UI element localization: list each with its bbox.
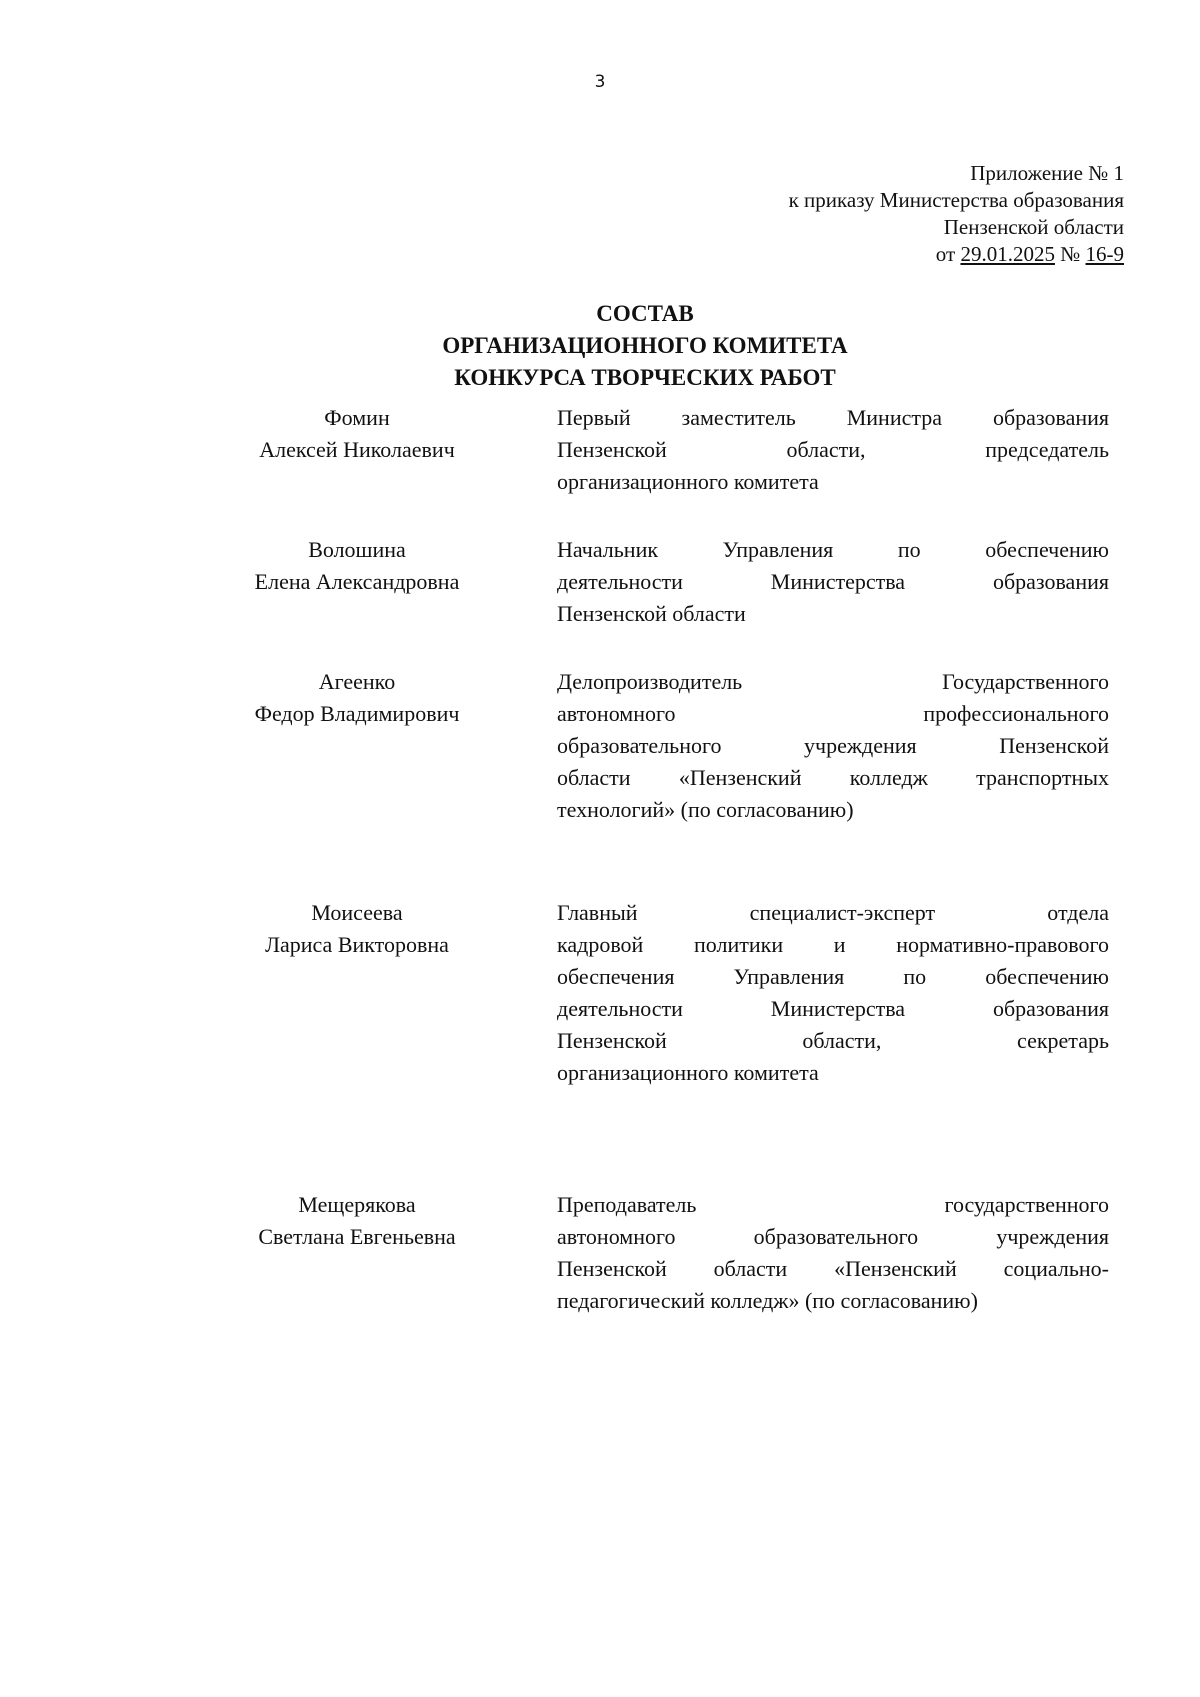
member-role — [557, 1189, 1109, 1317]
role-line: Главный специалист-эксперт отдела — [557, 900, 1109, 925]
member-name — [205, 1189, 509, 1253]
member-role — [557, 897, 1109, 1089]
role-line: автономного профессионального — [557, 701, 1109, 726]
member-surname: Волошина — [308, 537, 406, 562]
role-line: образовательного учреждения Пензенской — [557, 733, 1109, 758]
number-prefix: № — [1054, 242, 1086, 266]
member-role — [557, 666, 1109, 826]
member-given-names: Елена Александровна — [254, 569, 460, 594]
role-line: Пензенской области «Пензенский социально- — [557, 1256, 1109, 1281]
appendix-order-ref: к приказу Министерства образования — [788, 188, 1124, 212]
role-line: обеспечения Управления по обеспечению — [557, 964, 1109, 989]
role-line: Пензенской области, председатель — [557, 437, 1109, 462]
role-line: Пензенской области — [557, 601, 746, 626]
role-line: организационного комитета — [557, 469, 819, 494]
member-given-names: Лариса Викторовна — [265, 932, 449, 957]
role-line: кадровой политики и нормативно-правового — [557, 932, 1109, 957]
role-line: деятельности Министерства образования — [557, 996, 1109, 1021]
member-given-names: Алексей Николаевич — [259, 437, 455, 462]
member-role — [557, 402, 1109, 498]
role-line: деятельности Министерства образования — [557, 569, 1109, 594]
role-line: Пензенской области, секретарь — [557, 1028, 1109, 1053]
role-line: Начальник Управления по обеспечению — [557, 537, 1109, 562]
title-line-2: ОРГАНИЗАЦИОННОГО КОМИТЕТА — [442, 333, 848, 358]
role-line: области «Пензенский колледж транспортных — [557, 765, 1109, 790]
role-line: Первый заместитель Министра образования — [557, 405, 1109, 430]
page-number: 3 — [594, 72, 606, 92]
member-surname: Фомин — [324, 405, 390, 430]
member-name — [205, 897, 509, 961]
member-surname: Мещерякова — [298, 1192, 416, 1217]
document-title — [0, 298, 1200, 394]
appendix-title: Приложение № 1 — [970, 161, 1124, 185]
role-line: организационного комитета — [557, 1060, 819, 1085]
member-given-names: Федор Владимирович — [254, 701, 460, 726]
role-line: технологий» (по согласованию) — [557, 797, 854, 822]
member-surname: Моисеева — [311, 900, 403, 925]
order-date: 29.01.2025 — [960, 242, 1055, 266]
appendix-block — [789, 160, 1124, 268]
member-role — [557, 534, 1109, 630]
member-name — [205, 666, 509, 730]
member-name — [205, 402, 509, 466]
member-given-names: Светлана Евгеньевна — [258, 1224, 456, 1249]
appendix-region: Пензенской области — [943, 215, 1124, 239]
member-surname: Агеенко — [318, 669, 396, 694]
appendix-date-line — [789, 241, 1124, 268]
role-line: Преподаватель государственного — [557, 1192, 1109, 1217]
role-line: автономного образовательного учреждения — [557, 1224, 1109, 1249]
title-line-1: СОСТАВ — [596, 301, 694, 326]
member-name — [205, 534, 509, 598]
order-number: 16-9 — [1085, 242, 1124, 266]
title-line-3: КОНКУРСА ТВОРЧЕСКИХ РАБОТ — [454, 365, 836, 390]
role-line: Делопроизводитель Государственного — [557, 669, 1109, 694]
date-prefix: от — [935, 242, 961, 266]
role-line: педагогический колледж» (по согласованию) — [557, 1288, 978, 1313]
